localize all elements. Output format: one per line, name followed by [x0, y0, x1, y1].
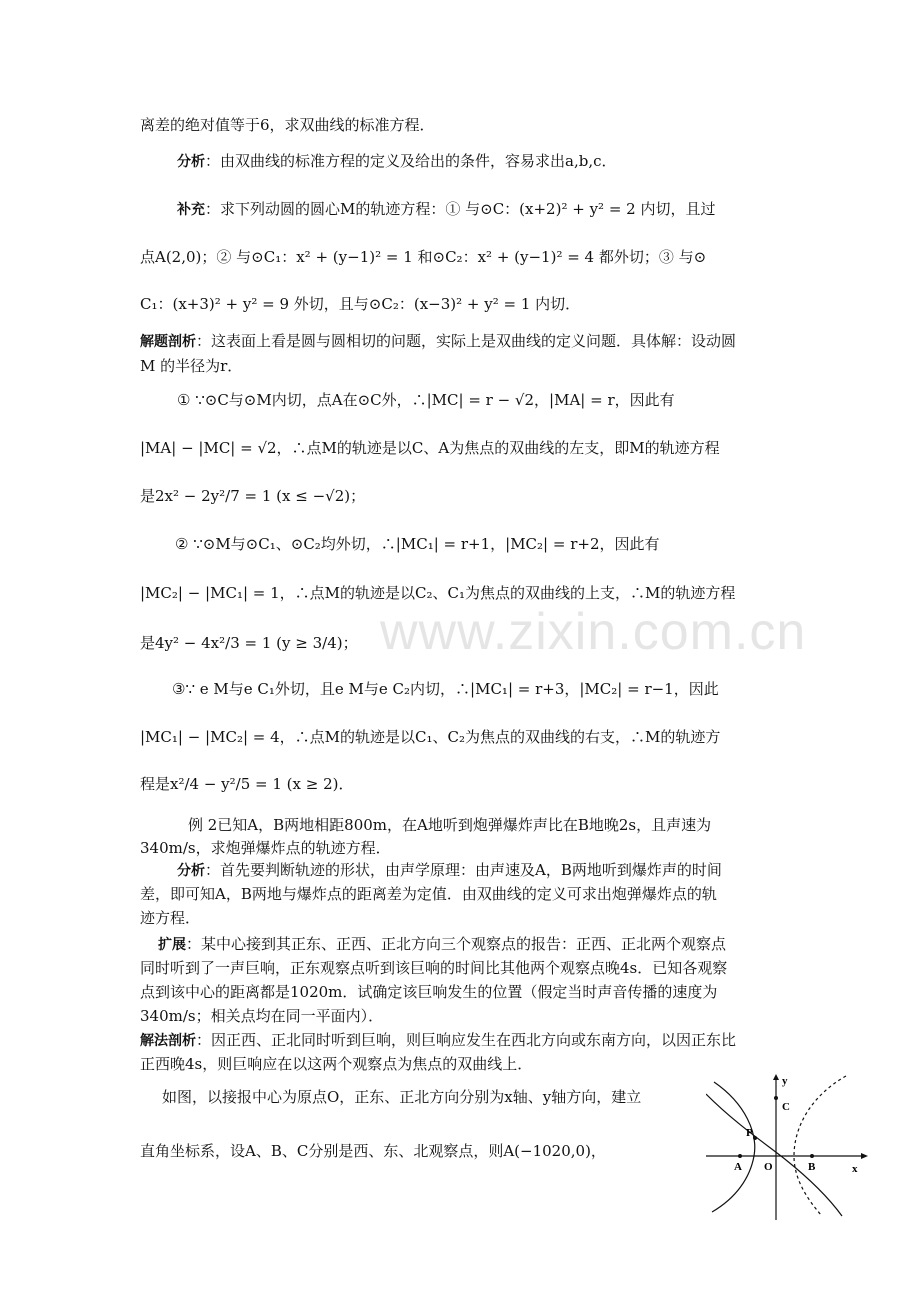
text-line: 补充：求下列动圆的圆心M的轨迹方程：① 与⊙C：(x+2)² + y² = 2 内切，且过 — [177, 200, 716, 218]
hyperbola-figure — [706, 1074, 880, 1220]
point-b-label: B — [808, 1161, 816, 1173]
x-axis-arrow — [861, 1153, 868, 1159]
text-line: |MC₂| − |MC₁| = 1，∴点M的轨迹是以C₂、C₁为焦点的双曲线的上支，∴M的轨迹方程 — [140, 584, 736, 602]
supplement-label: 补充 — [177, 202, 205, 218]
point-p-label: P — [746, 1127, 753, 1139]
text-line: 如图，以接报中心为原点O，正东、正北方向分别为x轴、y轴方向，建立 — [162, 1088, 642, 1106]
text-line: 点到该中心的距离都是1020m．试确定该巨响发生的位置（假定当时声音传播的速度为 — [140, 983, 718, 1001]
text-line: ② ∵⊙M与⊙C₁、⊙C₂均外切，∴|MC₁| = r+1，|MC₂| = r+2，因此有 — [175, 535, 660, 553]
text-line: ③∵ e M与e C₁外切，且e M与e C₂内切，∴|MC₁| = r+3，|MC₂| = r−1，因此 — [172, 680, 719, 698]
text-line: 程是x²/4 − y²/5 = 1 (x ≥ 2)． — [140, 775, 354, 793]
text-line: 点A(2,0)；② 与⊙C₁：x² + (y−1)² = 1 和⊙C₂：x² + (y−1)² = 4 都外切；③ 与⊙ — [140, 248, 707, 266]
solution-analysis-label: 解题剖析 — [140, 334, 196, 350]
text-line: 扩展：某中心接到其正东、正西、正北方向三个观察点的报告：正西、正北两个观察点 — [158, 935, 727, 953]
text-line: 340m/s；相关点均在同一平面内）． — [140, 1007, 384, 1025]
text-line: 同时听到了一声巨响，正东观察点听到该巨响的时间比其他两个观察点晚4s．已知各观察 — [140, 959, 728, 977]
analysis-label: 分析 — [177, 863, 205, 879]
text-line: 分析：由双曲线的标准方程的定义及给出的条件，容易求出a,b,c． — [177, 152, 617, 170]
text-line: 解题剖析：这表面上看是圆与圆相切的问题，实际上是双曲线的定义问题．具体解：设动圆 — [140, 332, 737, 350]
diagonal-curve — [706, 1094, 842, 1216]
y-axis-arrow — [773, 1074, 779, 1080]
text-line: 差，即可知A，B两地与爆炸点的距离差为定值．由双曲线的定义可求出炮弹爆炸点的轨 — [140, 885, 717, 903]
text-line: 分析：首先要判断轨迹的形状，由声学原理：由声速及A，B两地听到爆炸声的时间 — [177, 861, 722, 879]
point-a-marker — [738, 1154, 742, 1158]
analysis-label: 分析 — [177, 154, 205, 170]
text-line: 例 2已知A，B两地相距800m，在A地听到炮弹爆炸声比在B地晚2s，且声速为 — [188, 816, 712, 834]
watermark: www.zixin.com.cn — [380, 603, 807, 661]
axis-y-label: y — [782, 1075, 788, 1087]
text-line: |MA| − |MC| = √2，∴点M的轨迹是以C、A为焦点的双曲线的左支，即M的轨迹方程 — [140, 439, 720, 457]
point-c-marker — [774, 1096, 778, 1100]
point-c-label: C — [782, 1101, 790, 1113]
text-line: 直角坐标系，设A、B、C分别是西、东、北观察点，则A(−1020,0)， — [140, 1142, 606, 1160]
extension-label: 扩展 — [158, 937, 186, 953]
left-branch — [712, 1082, 755, 1212]
right-branch — [794, 1076, 846, 1216]
text-line: 正西晚4s，则巨响应在以这两个观察点为焦点的双曲线上． — [140, 1055, 533, 1073]
point-b-marker — [810, 1154, 814, 1158]
point-a-label: A — [734, 1161, 742, 1173]
axis-x-label: x — [852, 1163, 858, 1175]
text-line: ① ∵⊙C与⊙M内切，点A在⊙C外，∴|MC| = r − √2，|MA| = r，因此有 — [177, 391, 675, 409]
text-line: C₁：(x+3)² + y² = 9 外切，且与⊙C₂：(x−3)² + y² = 1 内切． — [140, 295, 581, 313]
point-p-marker — [753, 1136, 757, 1140]
text-line: 是2x² − 2y²/7 = 1 (x ≤ −√2)； — [140, 487, 366, 505]
method-analysis-label: 解法剖析 — [140, 1033, 196, 1049]
text-line: M 的半径为r． — [140, 357, 243, 375]
text-line: |MC₁| − |MC₂| = 4，∴点M的轨迹是以C₁、C₂为焦点的双曲线的右支，∴M的轨迹方 — [140, 728, 721, 746]
origin-label: O — [764, 1161, 773, 1173]
text-line: 是4y² − 4x²/3 = 1 (y ≥ 3/4)； — [140, 634, 358, 652]
text-line: 340m/s，求炮弹爆炸点的轨迹方程． — [140, 839, 391, 857]
text-line: 迹方程． — [140, 909, 201, 927]
text-line: 解法剖析：因正西、正北同时听到巨响，则巨响应发生在西北方向或东南方向，以因正东比 — [140, 1031, 737, 1049]
text-line: 离差的绝对值等于6，求双曲线的标准方程． — [140, 116, 435, 134]
